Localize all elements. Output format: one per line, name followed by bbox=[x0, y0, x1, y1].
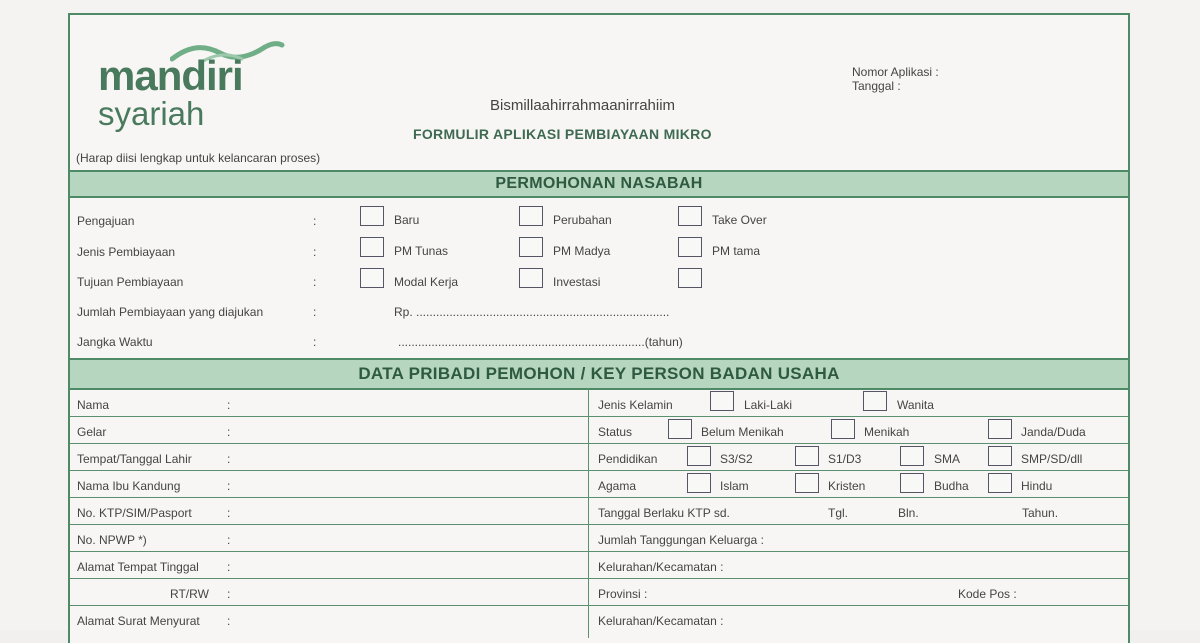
tujuan-pembiayaan-label: Tujuan Pembiayaan bbox=[77, 275, 184, 289]
tanggal-label: Tanggal : bbox=[852, 79, 901, 93]
nama-label: Nama bbox=[77, 398, 110, 412]
colon: : bbox=[313, 214, 317, 228]
provinsi-label: Provinsi : bbox=[598, 587, 648, 601]
alamat-surat-menyurat-label: Alamat Surat Menyurat bbox=[77, 614, 200, 628]
colon: : bbox=[227, 614, 231, 628]
row-divider bbox=[70, 578, 1128, 579]
jenis-kelamin-label: Jenis Kelamin bbox=[598, 398, 673, 412]
option-take-over: Take Over bbox=[712, 213, 767, 227]
option-laki-laki: Laki-Laki bbox=[744, 398, 793, 412]
row-divider bbox=[70, 497, 1128, 498]
checkbox-smp-sd[interactable] bbox=[988, 446, 1012, 466]
option-kristen: Kristen bbox=[828, 479, 866, 493]
row-divider bbox=[70, 605, 1128, 606]
pengajuan-label: Pengajuan bbox=[77, 214, 135, 228]
option-hindu: Hindu bbox=[1021, 479, 1053, 493]
colon: : bbox=[313, 275, 317, 289]
row-divider bbox=[70, 443, 1128, 444]
agama-label: Agama bbox=[598, 479, 637, 493]
option-baru: Baru bbox=[394, 213, 420, 227]
jumlah-pembiayaan-field[interactable]: Rp. ............................................................................ bbox=[394, 305, 670, 319]
option-budha: Budha bbox=[934, 479, 969, 493]
section-data-pribadi-header: DATA PRIBADI PEMOHON / KEY PERSON BADAN USAHA bbox=[70, 358, 1128, 390]
checkbox-pm-tama[interactable] bbox=[678, 237, 702, 257]
option-wanita: Wanita bbox=[897, 398, 934, 412]
option-pm-madya: PM Madya bbox=[553, 244, 611, 258]
alamat-tempat-tinggal-label: Alamat Tempat Tinggal bbox=[77, 560, 199, 574]
tempat-tanggal-lahir-label: Tempat/Tanggal Lahir bbox=[77, 452, 192, 466]
pendidikan-label: Pendidikan bbox=[598, 452, 658, 466]
status-label: Status bbox=[598, 425, 633, 439]
option-sma: SMA bbox=[934, 452, 961, 466]
option-menikah: Menikah bbox=[864, 425, 910, 439]
jumlah-pembiayaan-label: Jumlah Pembiayaan yang diajukan bbox=[77, 305, 264, 319]
colon: : bbox=[227, 587, 231, 601]
kelurahan-kecamatan-surat-label: Kelurahan/Kecamatan : bbox=[598, 614, 724, 628]
checkbox-baru[interactable] bbox=[360, 206, 384, 226]
row-divider bbox=[70, 524, 1128, 525]
option-modal-kerja: Modal Kerja bbox=[394, 275, 459, 289]
checkbox-s3-s2[interactable] bbox=[687, 446, 711, 466]
checkbox-wanita[interactable] bbox=[863, 391, 887, 411]
logo-mandiri: mandiri bbox=[98, 52, 243, 99]
checkbox-pm-madya[interactable] bbox=[519, 237, 543, 257]
option-pm-tunas: PM Tunas bbox=[394, 244, 449, 258]
option-s1-d3: S1/D3 bbox=[828, 452, 862, 466]
bln-label: Bln. bbox=[898, 506, 919, 520]
checkbox-investasi[interactable] bbox=[519, 268, 543, 288]
logo-syariah: syariah bbox=[98, 95, 205, 132]
form-title: FORMULIR APLIKASI PEMBIAYAAN MIKRO bbox=[413, 126, 712, 142]
no-ktp-label: No. KTP/SIM/Pasport bbox=[77, 506, 192, 520]
colon: : bbox=[227, 560, 231, 574]
colon: : bbox=[227, 506, 231, 520]
checkbox-hindu[interactable] bbox=[988, 473, 1012, 493]
colon: : bbox=[227, 425, 231, 439]
option-perubahan: Perubahan bbox=[553, 213, 612, 227]
colon: : bbox=[227, 398, 231, 412]
checkbox-sma[interactable] bbox=[900, 446, 924, 466]
nama-ibu-kandung-label: Nama Ibu Kandung bbox=[77, 479, 181, 493]
colon: : bbox=[227, 533, 231, 547]
option-belum-menikah: Belum Menikah bbox=[701, 425, 784, 439]
option-investasi: Investasi bbox=[553, 275, 601, 289]
jenis-pembiayaan-label: Jenis Pembiayaan bbox=[77, 245, 176, 259]
tahun-label: Tahun. bbox=[1022, 506, 1059, 520]
checkbox-kristen[interactable] bbox=[795, 473, 819, 493]
colon: : bbox=[227, 452, 231, 466]
no-npwp-label: No. NPWP *) bbox=[77, 533, 147, 547]
checkbox-pm-tunas[interactable] bbox=[360, 237, 384, 257]
nomor-aplikasi-label: Nomor Aplikasi : bbox=[852, 65, 939, 79]
option-janda-duda: Janda/Duda bbox=[1021, 425, 1086, 439]
option-smp-sd: SMP/SD/dll bbox=[1021, 452, 1083, 466]
application-form bbox=[68, 13, 1130, 643]
jumlah-tanggungan-label: Jumlah Tanggungan Keluarga : bbox=[598, 533, 764, 547]
tgl-label: Tgl. bbox=[828, 506, 849, 520]
fill-instruction: (Harap diisi lengkap untuk kelancaran proses) bbox=[76, 151, 321, 165]
checkbox-menikah[interactable] bbox=[831, 419, 855, 439]
checkbox-take-over[interactable] bbox=[678, 206, 702, 226]
jangka-waktu-label: Jangka Waktu bbox=[77, 335, 153, 349]
colon: : bbox=[313, 335, 317, 349]
colon: : bbox=[227, 479, 231, 493]
checkbox-budha[interactable] bbox=[900, 473, 924, 493]
column-divider bbox=[588, 388, 589, 638]
colon: : bbox=[313, 305, 317, 319]
colon: : bbox=[313, 245, 317, 259]
checkbox-belum-menikah[interactable] bbox=[668, 419, 692, 439]
row-divider bbox=[70, 470, 1128, 471]
rt-rw-label: RT/RW bbox=[170, 587, 209, 601]
checkbox-s1-d3[interactable] bbox=[795, 446, 819, 466]
option-s3-s2: S3/S2 bbox=[720, 452, 753, 466]
checkbox-perubahan[interactable] bbox=[519, 206, 543, 226]
tanggal-berlaku-ktp-label: Tanggal Berlaku KTP sd. bbox=[598, 506, 730, 520]
option-islam: Islam bbox=[720, 479, 749, 493]
gelar-label: Gelar bbox=[77, 425, 107, 439]
checkbox-islam[interactable] bbox=[687, 473, 711, 493]
bismillah-text: Bismillaahirrahmaanirrahiim bbox=[490, 97, 676, 114]
option-pm-tama: PM tama bbox=[712, 244, 761, 258]
kelurahan-kecamatan-label: Kelurahan/Kecamatan : bbox=[598, 560, 724, 574]
kode-pos-label: Kode Pos : bbox=[958, 587, 1017, 601]
checkbox-modal-kerja[interactable] bbox=[360, 268, 384, 288]
section-permohonan-header: PERMOHONAN NASABAH bbox=[70, 170, 1128, 198]
jangka-waktu-field[interactable]: ..........................................................................(tahun) bbox=[398, 335, 683, 349]
row-divider bbox=[70, 551, 1128, 552]
row-divider bbox=[70, 416, 1128, 417]
checkbox-lainnya[interactable] bbox=[678, 268, 702, 288]
checkbox-laki-laki[interactable] bbox=[710, 391, 734, 411]
checkbox-janda-duda[interactable] bbox=[988, 419, 1012, 439]
